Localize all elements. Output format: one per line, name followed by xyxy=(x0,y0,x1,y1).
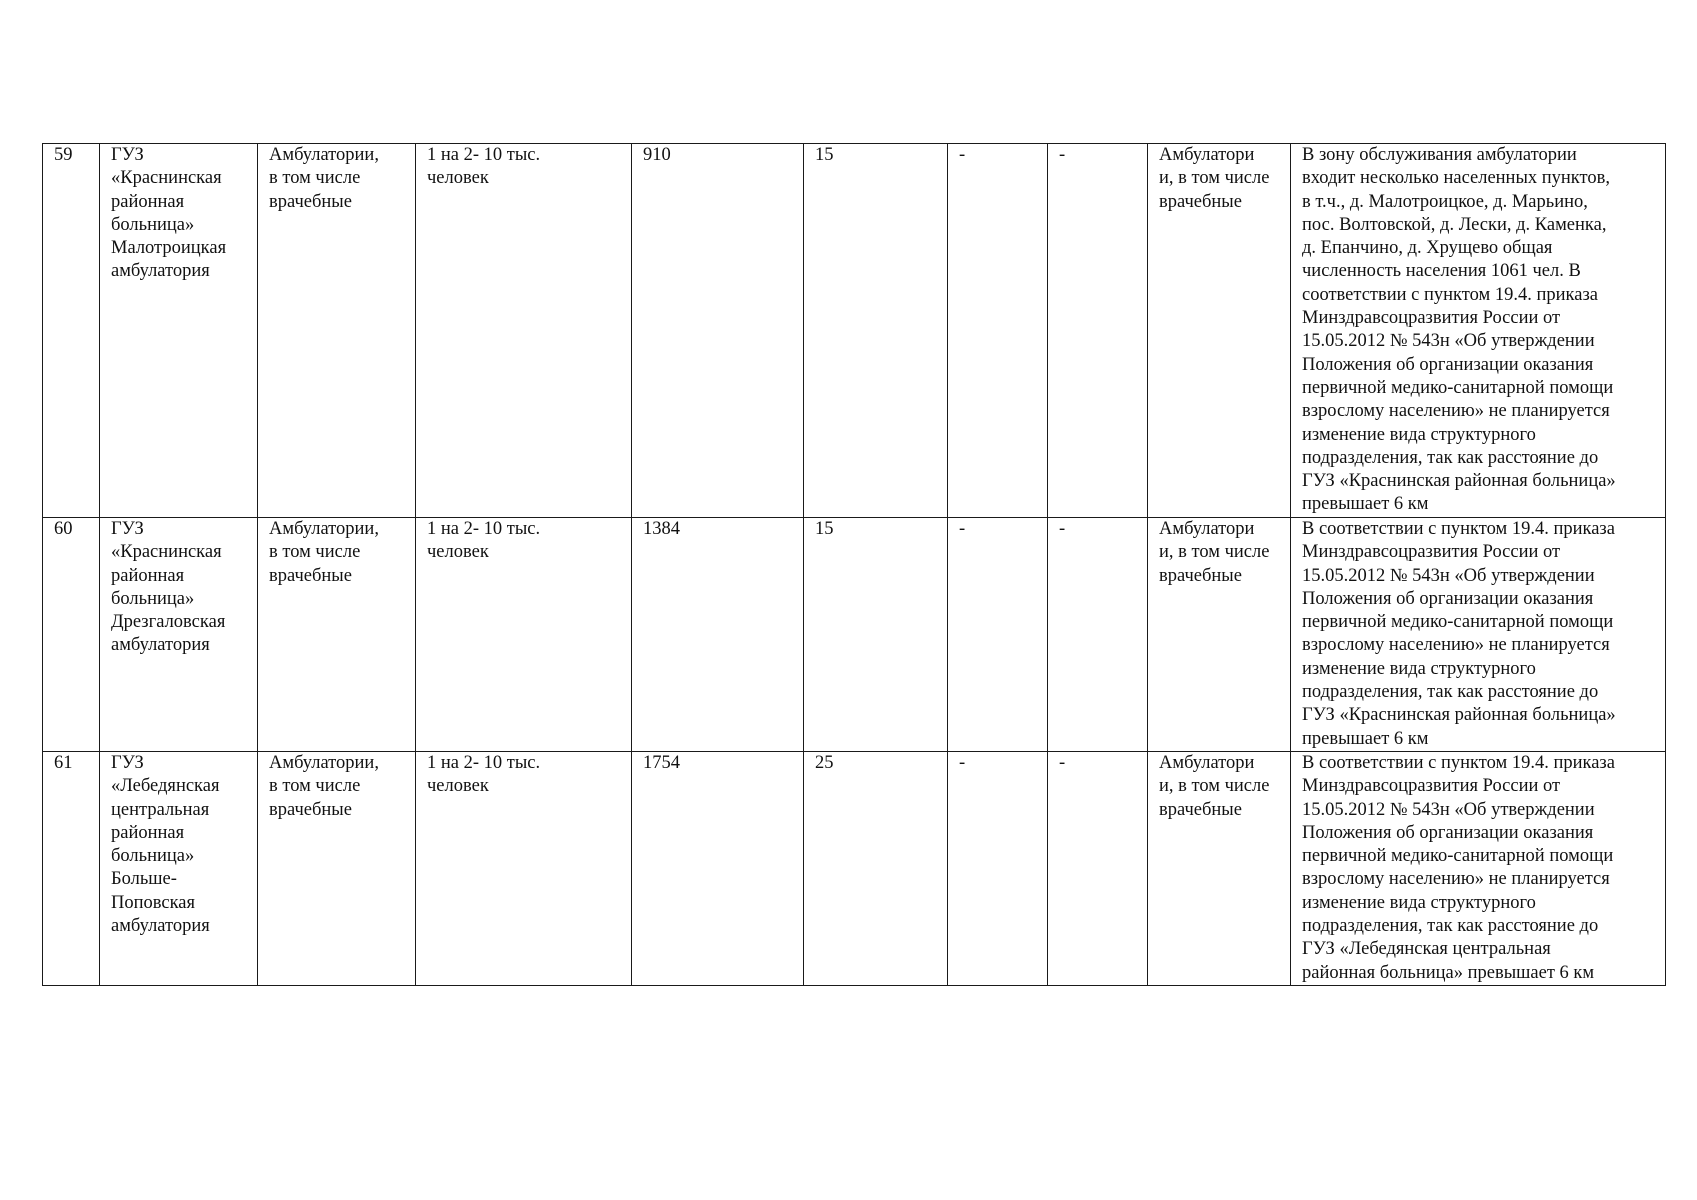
cell-line: больница» xyxy=(111,588,195,609)
cell-line: Амбулатории, xyxy=(269,752,379,773)
cell-line: Амбулатории, xyxy=(269,145,379,165)
dash-cell: - xyxy=(948,144,1048,518)
cell-line: подразделения, так как расстояние до xyxy=(1302,447,1599,468)
cell-line: центральная xyxy=(111,799,210,820)
cell-line: Минздравсоцразвития России от xyxy=(1302,776,1561,797)
norm-cell xyxy=(416,144,632,518)
row-number-cell: 59 xyxy=(43,144,100,518)
table-body xyxy=(43,144,1666,986)
cell-line: Больше- xyxy=(111,869,177,890)
cell-line: человек xyxy=(427,776,489,797)
cell-line: врачебные xyxy=(269,191,352,212)
cell-line: врачебные xyxy=(1159,799,1242,820)
cell-line: в том числе xyxy=(269,168,361,189)
cell-line: Поповская xyxy=(111,892,196,913)
planned-type-cell xyxy=(1148,518,1291,752)
distance-cell: 15 xyxy=(804,518,948,752)
cell-line: в том числе xyxy=(269,542,361,563)
cell-line: больница» xyxy=(111,846,195,867)
cell-line: взрослому населению» не планируется xyxy=(1302,635,1610,656)
cell-line: Малотроицкая xyxy=(111,238,227,259)
cell-line: превышает 6 км xyxy=(1302,494,1429,515)
cell-line: «Краснинская xyxy=(111,168,222,189)
facility-type-cell xyxy=(258,518,416,752)
cell-line: Амбулатори xyxy=(1159,145,1255,165)
cell-line: ГУЗ xyxy=(111,145,144,165)
distance-cell: 25 xyxy=(804,751,948,985)
cell-line: «Лебедянская xyxy=(111,776,220,797)
organization-cell xyxy=(100,518,258,752)
population-cell: 910 xyxy=(632,144,804,518)
cell-line: 1 на 2- 10 тыс. xyxy=(427,145,541,165)
table-row xyxy=(43,518,1666,752)
dash-cell: - xyxy=(948,751,1048,985)
cell-line: превышает 6 км xyxy=(1302,728,1429,749)
cell-line: д. Епанчино, д. Хрущево общая xyxy=(1302,238,1553,259)
dash-cell: - xyxy=(948,518,1048,752)
cell-line: изменение вида структурного xyxy=(1302,424,1536,445)
cell-line: районная xyxy=(111,822,185,843)
row-number-cell: 60 xyxy=(43,518,100,752)
cell-line: пос. Волтовской, д. Лески, д. Каменка, xyxy=(1302,214,1607,235)
dash-cell: - xyxy=(1048,518,1148,752)
dash-cell: - xyxy=(1048,144,1148,518)
table-row xyxy=(43,144,1666,518)
cell-line: Минздравсоцразвития России от xyxy=(1302,542,1561,563)
cell-line: Амбулатори xyxy=(1159,752,1255,773)
cell-line: Дрезгаловская xyxy=(111,612,226,633)
cell-line: Минздравсоцразвития России от xyxy=(1302,308,1561,329)
table-row xyxy=(43,751,1666,985)
facility-type-cell xyxy=(258,144,416,518)
population-cell: 1754 xyxy=(632,751,804,985)
cell-line: подразделения, так как расстояние до xyxy=(1302,682,1599,703)
cell-line: ГУЗ xyxy=(111,752,144,773)
cell-line: врачебные xyxy=(1159,191,1242,212)
cell-line: изменение вида структурного xyxy=(1302,658,1536,679)
cell-line: человек xyxy=(427,168,489,189)
cell-line: подразделения, так как расстояние до xyxy=(1302,916,1599,937)
norm-cell xyxy=(416,751,632,985)
cell-line: численность населения 1061 чел. В xyxy=(1302,261,1581,282)
cell-line: врачебные xyxy=(269,565,352,586)
cell-line: районная xyxy=(111,191,185,212)
planned-type-cell xyxy=(1148,751,1291,985)
cell-line: амбулатория xyxy=(111,635,210,656)
facility-type-cell xyxy=(258,751,416,985)
row-number-cell: 61 xyxy=(43,751,100,985)
cell-line: первичной медико-санитарной помощи xyxy=(1302,377,1614,398)
note-cell xyxy=(1291,144,1666,518)
cell-line: ГУЗ xyxy=(111,519,144,539)
cell-line: «Краснинская xyxy=(111,542,222,563)
cell-line: и, в том числе xyxy=(1159,168,1270,189)
note-cell xyxy=(1291,751,1666,985)
cell-line: 1 на 2- 10 тыс. xyxy=(427,752,541,773)
cell-line: изменение вида структурного xyxy=(1302,892,1536,913)
cell-line: Положения об организации оказания xyxy=(1302,822,1594,843)
organization-cell xyxy=(100,751,258,985)
cell-line: Положения об организации оказания xyxy=(1302,588,1594,609)
cell-line: районная больница» превышает 6 км xyxy=(1302,962,1595,983)
population-cell: 1384 xyxy=(632,518,804,752)
cell-line: В соответствии с пунктом 19.4. приказа xyxy=(1302,519,1615,539)
norm-cell xyxy=(416,518,632,752)
facilities-table xyxy=(42,143,1666,986)
cell-line: первичной медико-санитарной помощи xyxy=(1302,612,1614,633)
cell-line: 15.05.2012 № 543н «Об утверждении xyxy=(1302,331,1595,352)
cell-line: ГУЗ «Лебедянская центральная xyxy=(1302,939,1551,960)
cell-line: и, в том числе xyxy=(1159,776,1270,797)
cell-line: взрослому населению» не планируется xyxy=(1302,401,1610,422)
cell-line: В зону обслуживания амбулатории xyxy=(1302,145,1577,165)
cell-line: 15.05.2012 № 543н «Об утверждении xyxy=(1302,799,1595,820)
cell-line: Амбулатори xyxy=(1159,519,1255,539)
cell-line: В соответствии с пунктом 19.4. приказа xyxy=(1302,752,1615,773)
cell-line: входит несколько населенных пунктов, xyxy=(1302,168,1611,189)
cell-line: ГУЗ «Краснинская районная больница» xyxy=(1302,471,1616,492)
cell-line: районная xyxy=(111,565,185,586)
cell-line: первичной медико-санитарной помощи xyxy=(1302,846,1614,867)
organization-cell xyxy=(100,144,258,518)
cell-line: взрослому населению» не планируется xyxy=(1302,869,1610,890)
cell-line: соответствии с пунктом 19.4. приказа xyxy=(1302,284,1598,305)
planned-type-cell xyxy=(1148,144,1291,518)
cell-line: 1 на 2- 10 тыс. xyxy=(427,519,541,539)
cell-line: врачебные xyxy=(269,799,352,820)
cell-line: амбулатория xyxy=(111,916,210,937)
cell-line: ГУЗ «Краснинская районная больница» xyxy=(1302,705,1616,726)
cell-line: человек xyxy=(427,542,489,563)
cell-line: в т.ч., д. Малотроицкое, д. Марьино, xyxy=(1302,191,1588,212)
note-cell xyxy=(1291,518,1666,752)
cell-line: 15.05.2012 № 543н «Об утверждении xyxy=(1302,565,1595,586)
cell-line: больница» xyxy=(111,214,195,235)
cell-line: Амбулатории, xyxy=(269,519,379,539)
cell-line: Положения об организации оказания xyxy=(1302,354,1594,375)
cell-line: врачебные xyxy=(1159,565,1242,586)
cell-line: амбулатория xyxy=(111,261,210,282)
cell-line: в том числе xyxy=(269,776,361,797)
cell-line: и, в том числе xyxy=(1159,542,1270,563)
dash-cell: - xyxy=(1048,751,1148,985)
distance-cell: 15 xyxy=(804,144,948,518)
